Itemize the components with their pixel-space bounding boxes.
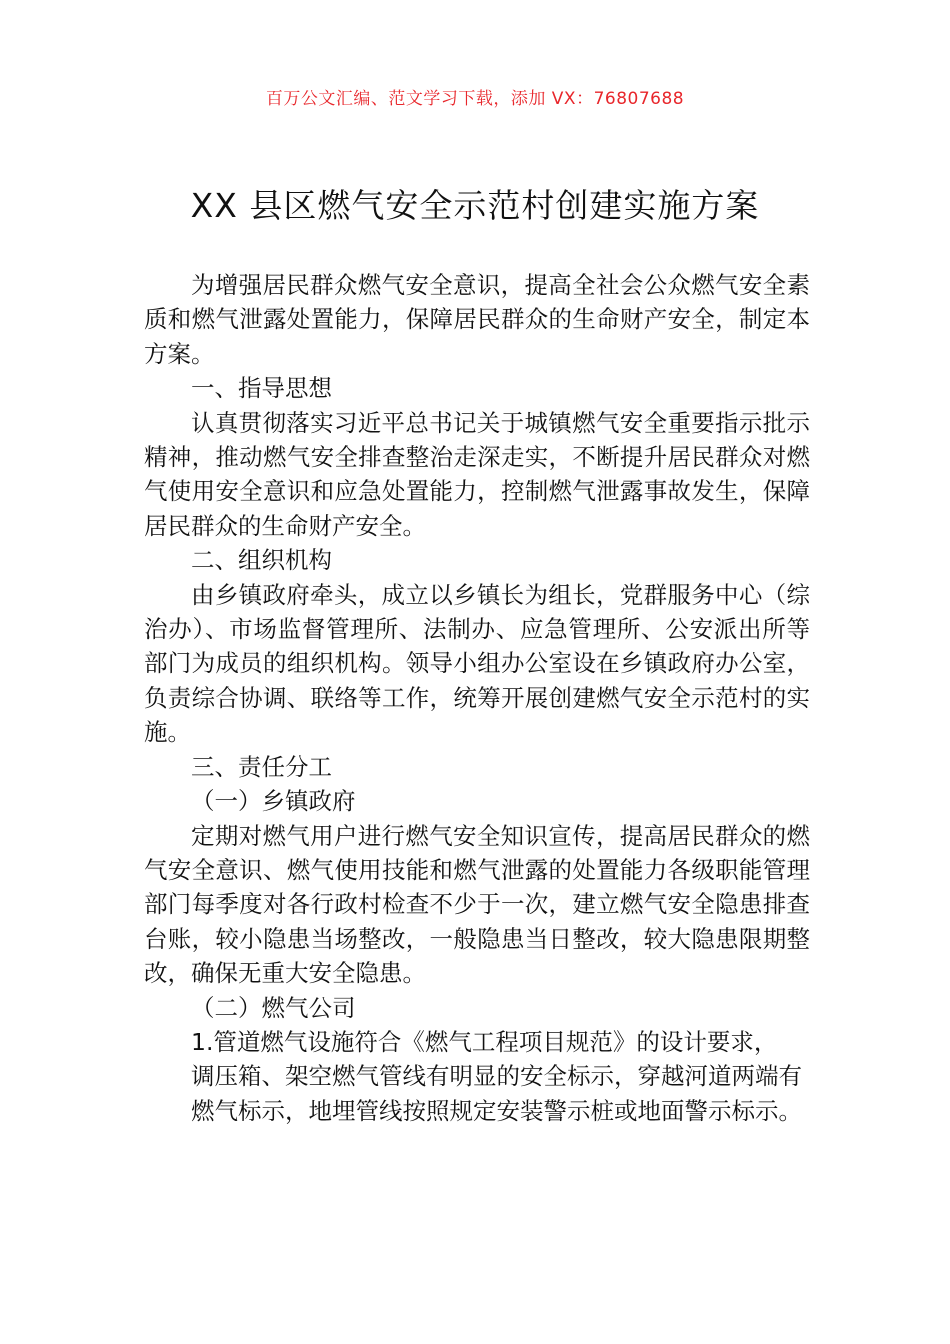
watermark-header-note: 百万公文汇编、范文学习下载，添加 VX：76807688 bbox=[265, 89, 685, 109]
document-title: XX 县区燃气安全示范村创建实施方案 bbox=[190, 186, 760, 225]
paragraph-gas-company-markers: 燃气标示，地埋管线按照规定安装警示桩或地面警示标示。 bbox=[191, 1096, 802, 1125]
subheading-town-government: （一）乡镇政府 bbox=[191, 787, 356, 816]
document-body bbox=[144, 268, 810, 1128]
paragraph-intro: 为增强居民群众燃气安全意识，提高全社会公众燃气安全素质和燃气泄露处置能力，保障居民群众的生命财产安全，制定本方案。 bbox=[144, 271, 810, 368]
paragraph-organization: 由乡镇政府牵头，成立以乡镇长为组长，党群服务中心（综治办）、市场监督管理所、法制办、应急管理所、公安派出所等部门为成员的组织机构。领导小组办公室设在乡镇政府办公室，负责综合协调、联络等工作，统筹开展创建燃气安全示范村的实施。 bbox=[144, 580, 810, 747]
paragraph-gas-company-item-1: 1.管道燃气设施符合《燃气工程项目规范》的设计要求， bbox=[191, 1027, 778, 1056]
paragraph-town-government: 定期对燃气用户进行燃气安全知识宣传，提高居民群众的燃气安全意识、燃气使用技能和燃气泄露的处置能力各级职能管理部门每季度对各行政村检查不少于一次，建立燃气安全隐患排查台账，较小隐患当场整改，一般隐患当日整改，较大隐患限期整改，确保无重大安全隐患。 bbox=[144, 821, 810, 988]
heading-responsibilities: 三、责任分工 bbox=[191, 752, 332, 781]
subheading-gas-company: （二）燃气公司 bbox=[191, 993, 356, 1022]
paragraph-gas-company-signs: 调压箱、架空燃气管线有明显的安全标示，穿越河道两端有 bbox=[191, 1062, 802, 1091]
heading-organization: 二、组织机构 bbox=[191, 546, 332, 575]
heading-guiding-ideology: 一、指导思想 bbox=[191, 374, 332, 403]
paragraph-guiding-ideology: 认真贯彻落实习近平总书记关于城镇燃气安全重要指示批示精神，推动燃气安全排查整治走深走实，不断提升居民群众对燃气使用安全意识和应急处置能力，控制燃气泄露事故发生，保障居民群众的生命财产安全。 bbox=[144, 408, 810, 540]
